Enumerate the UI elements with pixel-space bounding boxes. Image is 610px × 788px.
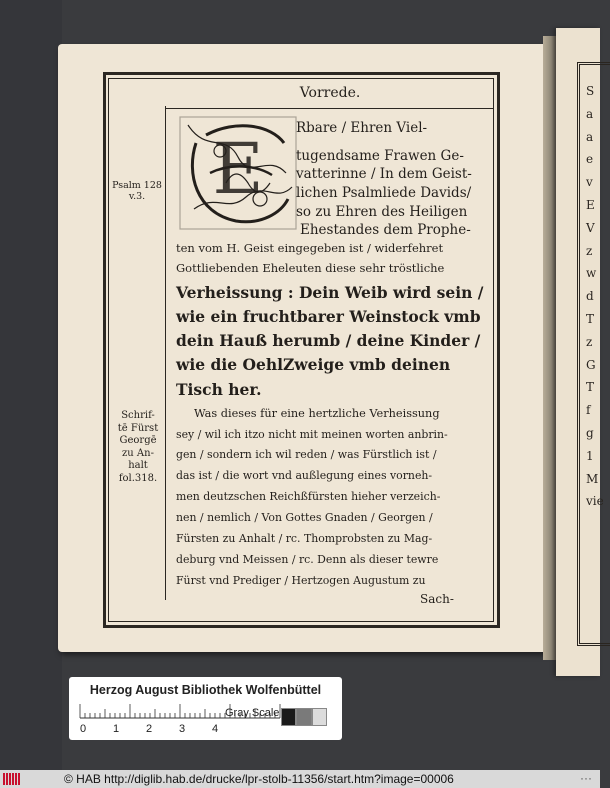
library-color-card <box>69 677 342 740</box>
right-page-fragment: T <box>586 311 595 326</box>
initial-letter: E <box>212 128 264 210</box>
right-page-text <box>586 80 604 513</box>
decorated-initial <box>176 113 300 233</box>
right-page-fragment: a <box>586 129 594 144</box>
running-title: Vorrede. <box>299 85 361 101</box>
margin-column-rule <box>165 106 166 600</box>
right-page-fragment: f <box>586 403 591 418</box>
marginal-note-line: v.3. <box>128 191 146 202</box>
book-gutter <box>543 36 557 660</box>
body-line: men deutzschen Reichßfürsten hieher verzeich- <box>176 490 441 503</box>
body-line: Fürst vnd Prediger / Hertzogen Augustum zu <box>176 574 426 587</box>
scale-number: 2 <box>146 723 153 735</box>
swatch-gray <box>296 708 311 726</box>
body-line: wie die OehlZweige vmb deinen <box>176 355 451 374</box>
body-line: sey / wil ich itzo nicht mit meinen worten anbrin- <box>176 428 448 441</box>
marginal-note-line: zu An- <box>122 447 154 459</box>
scale-numbers <box>80 723 290 737</box>
right-page-fragment: d <box>586 289 594 304</box>
body-line: ten vom H. Geist eingegeben ist / widerfehret <box>176 241 444 255</box>
body-line: deburg vnd Meissen / rc. Denn als dieser tewre <box>176 553 439 566</box>
body-line: Gottliebenden Eheleuten diese sehr tröstliche <box>176 261 445 275</box>
right-page-fragment: w <box>586 266 597 281</box>
body-line: Tisch her. <box>176 380 262 399</box>
header-rule <box>166 108 494 109</box>
body-line: Was dieses für eine hertzliche Verheissung <box>194 407 440 420</box>
swatch-light <box>312 708 327 726</box>
body-line: Ehestandes dem Prophe- <box>300 222 471 238</box>
footer-bar <box>0 770 600 788</box>
body-line: wie ein fruchtbarer Weinstock vmb <box>176 307 481 326</box>
body-line: gen / sondern ich wil reden / was Fürstlich ist / <box>176 448 437 461</box>
body-line: dein Hauß herumb / deine Kinder / <box>176 331 481 350</box>
right-page-fragment: 1 <box>586 448 594 463</box>
right-page-fragment: V <box>586 220 595 235</box>
library-name: Herzog August Bibliothek Wolfenbüttel <box>89 683 322 697</box>
marginal-note-line: halt <box>128 460 148 471</box>
marginal-note-psalm <box>110 180 164 202</box>
right-page-fragment: z <box>586 243 593 258</box>
body-line: Fürsten zu Anhalt / rc. Thomprobsten zu Mag- <box>176 532 433 545</box>
body-line: tugendsame Frawen Ge- <box>296 148 464 164</box>
marginal-note-line: Schrif- <box>121 410 155 421</box>
more-icon[interactable]: ··· <box>580 771 592 785</box>
right-page-fragment: v <box>586 175 593 190</box>
right-page-fragment: S <box>586 84 595 98</box>
catchword: Sach- <box>420 592 454 606</box>
scan-background <box>0 0 62 770</box>
marginal-note-line: fol.318. <box>118 472 158 484</box>
footer-link[interactable]: © HAB http://diglib.hab.de/drucke/lpr-stolb-11356/start.htm?image=00006 <box>64 772 454 786</box>
hab-logo-icon <box>3 773 23 785</box>
marginal-note-source <box>112 410 164 485</box>
body-line: lichen Psalmliede Davids/ <box>296 185 472 201</box>
right-page-fragment: M <box>586 471 599 486</box>
right-page-fragment: vie <box>586 494 604 509</box>
scale-number: 1 <box>113 723 120 735</box>
right-page-fragment: e <box>586 152 594 167</box>
marginal-note-line: tē Fürst <box>117 422 159 434</box>
marginal-note-line: Georgē <box>119 435 157 446</box>
right-page-fragment: g <box>586 425 594 440</box>
body-line: Verheissung : Dein Weib wird sein / <box>176 283 484 302</box>
right-page-fragment: T <box>586 380 595 395</box>
right-page-fragment: E <box>586 197 595 212</box>
marginal-note-line: Psalm 128 <box>112 180 162 191</box>
body-line: vatterinne / In dem Geist- <box>296 166 472 182</box>
body-line: nen / nemlich / Von Gottes Gnaden / Georgen / <box>176 511 433 524</box>
body-line: das ist / die wort vnd außlegung eines vorneh- <box>176 469 433 482</box>
right-page-fragment: G <box>586 357 596 372</box>
right-page-fragment: z <box>586 334 593 349</box>
scale-number: 4 <box>212 723 219 735</box>
scale-number: 0 <box>80 723 87 735</box>
body-line: so zu Ehren des Heiligen <box>296 204 468 220</box>
right-page-fragment: a <box>586 106 594 121</box>
gray-scale-label: Gray Scale <box>225 707 280 719</box>
scale-number: 3 <box>179 723 186 735</box>
body-line: Rbare / Ehren Viel- <box>296 120 428 136</box>
